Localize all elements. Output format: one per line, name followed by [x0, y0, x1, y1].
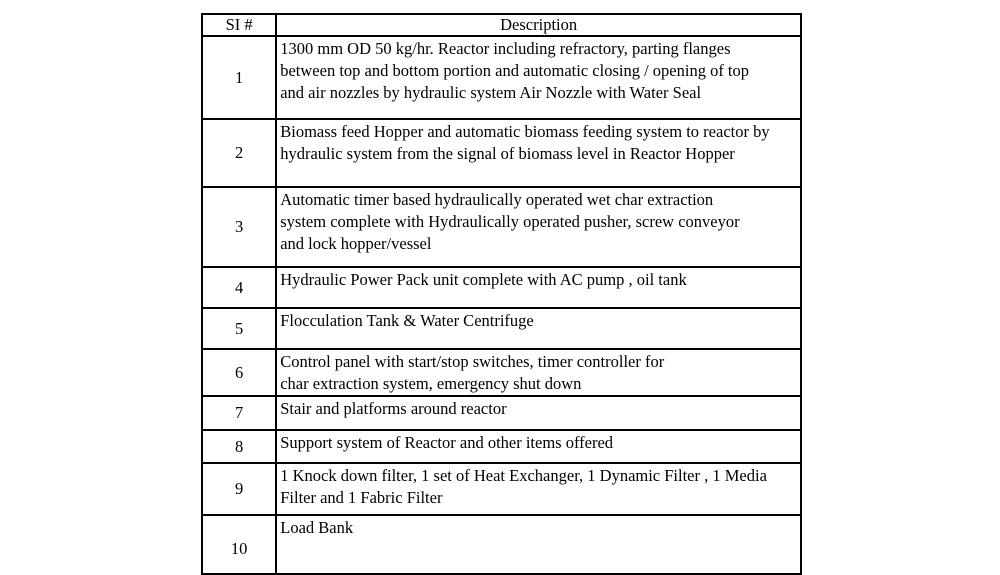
si-number-cell: 7: [202, 396, 276, 430]
table-row: [202, 515, 801, 574]
table-row: [202, 119, 801, 187]
si-column-header: SI #: [202, 14, 276, 36]
si-number-cell: 1: [202, 36, 276, 119]
description-column-header: Description: [276, 14, 801, 36]
table-row: [202, 36, 801, 119]
description-cell: Support system of Reactor and other items offered: [276, 430, 801, 463]
table-row: [202, 308, 801, 349]
table-row: [202, 430, 801, 463]
table-row: [202, 349, 801, 396]
si-number-cell: 2: [202, 119, 276, 187]
description-cell: Biomass feed Hopper and automatic biomass feeding system to reactor by hydraulic system from the signal of biomass level in Reactor Hopper: [276, 119, 801, 187]
description-cell: Load Bank: [276, 515, 801, 574]
description-cell: Stair and platforms around reactor: [276, 396, 801, 430]
description-cell: Automatic timer based hydraulically operated wet char extraction system complete with Hydraulically operated pusher, screw conveyor and lock hopper/vessel: [276, 187, 801, 267]
si-number-cell: 8: [202, 430, 276, 463]
table-row: [202, 463, 801, 515]
si-number-cell: 10: [202, 515, 276, 574]
table-row: [202, 396, 801, 430]
scope-of-supply-table: [201, 13, 802, 575]
si-number-cell: 5: [202, 308, 276, 349]
description-cell: Flocculation Tank & Water Centrifuge: [276, 308, 801, 349]
si-number-cell: 3: [202, 187, 276, 267]
description-cell: 1 Knock down filter, 1 set of Heat Exchanger, 1 Dynamic Filter , 1 Media Filter and 1 Fabric Filter: [276, 463, 801, 515]
si-number-cell: 9: [202, 463, 276, 515]
si-number-cell: 4: [202, 267, 276, 308]
si-number-cell: 6: [202, 349, 276, 396]
description-cell: 1300 mm OD 50 kg/hr. Reactor including refractory, parting flanges between top and bottom portion and automatic closing / opening of top and air nozzles by hydraulic system Air Nozzle with Water Seal: [276, 36, 801, 119]
description-cell: Hydraulic Power Pack unit complete with AC pump , oil tank: [276, 267, 801, 308]
description-cell: Control panel with start/stop switches, timer controller for char extraction system, emergency shut down: [276, 349, 801, 396]
table-header-row: [202, 14, 801, 36]
table-row: [202, 267, 801, 308]
table-row: [202, 187, 801, 267]
